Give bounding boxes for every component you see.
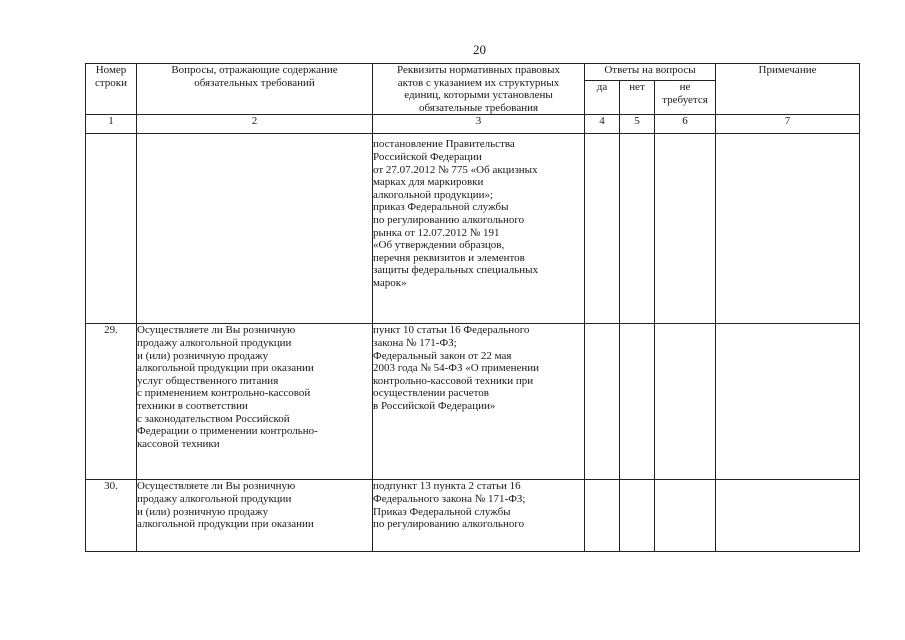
answer-yes-cell[interactable]	[585, 134, 620, 324]
header-not-required	[655, 81, 716, 115]
page-number: 20	[473, 42, 486, 57]
header-row-number	[86, 64, 137, 115]
text-line: с применением контрольно-кассовой	[137, 387, 311, 400]
text-line: марках для маркировки	[373, 176, 484, 189]
requirements-table	[85, 63, 860, 552]
text-line: рынка от 12.07.2012 № 191	[373, 226, 500, 239]
header-questions	[137, 64, 373, 115]
header-references	[373, 64, 585, 115]
note-cell[interactable]	[716, 324, 860, 480]
text-line: техники в соответствии	[137, 399, 248, 412]
text-line: контрольно-кассовой техники при	[373, 374, 534, 387]
text-line: актов с указанием их структурных	[397, 76, 560, 89]
text-line: единиц, которыми установлены	[404, 89, 553, 102]
column-number: 5	[620, 115, 655, 134]
answer-yes-cell[interactable]	[585, 324, 620, 480]
text-line: и (или) розничную продажу	[137, 349, 269, 362]
text-line: Приказ Федеральной службы	[373, 505, 511, 518]
text-line: услуг общественного питания	[137, 374, 279, 387]
answer-not-required-cell[interactable]	[655, 480, 716, 552]
row-question	[137, 134, 373, 324]
row-number	[86, 134, 137, 324]
text-line: по регулированию алкогольного	[373, 213, 525, 226]
header-no: нет	[620, 81, 655, 115]
text-line: перечня реквизитов и элементов	[373, 251, 525, 264]
text-line: «Об утверждении образцов,	[373, 239, 505, 252]
answer-no-cell[interactable]	[620, 324, 655, 480]
answer-no-cell[interactable]	[620, 134, 655, 324]
text-line: Реквизиты нормативных правовых	[396, 64, 561, 76]
answer-no-cell[interactable]	[620, 480, 655, 552]
text-line: строки	[94, 76, 128, 89]
answer-not-required-cell[interactable]	[655, 134, 716, 324]
row-number: 30.	[86, 480, 137, 552]
text-line: от 27.07.2012 № 775 «Об акцизных	[373, 163, 538, 176]
row-question	[137, 324, 373, 480]
text-line: Федеральный закон от 22 мая	[373, 349, 512, 362]
text-line: обязательных требований	[194, 76, 315, 89]
table-row	[86, 324, 860, 480]
text-line: закона № 171-ФЗ;	[373, 336, 457, 349]
text-line: и (или) розничную продажу	[137, 505, 269, 518]
text-line: Осуществляете ли Вы розничную	[137, 480, 296, 493]
text-line: с законодательством Российской	[137, 412, 290, 425]
column-number: 7	[716, 115, 860, 134]
column-number: 3	[373, 115, 585, 134]
row-number: 29.	[86, 324, 137, 480]
table-row	[86, 480, 860, 552]
column-number: 1	[86, 115, 137, 134]
row-references	[373, 134, 585, 324]
text-line: продажу алкогольной продукции	[137, 492, 292, 505]
text-line: защиты федеральных специальных	[373, 264, 539, 277]
text-line: алкогольной продукции»;	[373, 188, 494, 201]
text-line: Вопросы, отражающие содержание	[171, 64, 338, 76]
column-number: 2	[137, 115, 373, 134]
note-cell[interactable]	[716, 134, 860, 324]
text-line: кассовой техники	[137, 437, 220, 450]
row-references	[373, 324, 585, 480]
note-cell[interactable]	[716, 480, 860, 552]
text-line: не	[679, 81, 691, 94]
text-line: приказ Федеральной службы	[373, 201, 509, 214]
answer-yes-cell[interactable]	[585, 480, 620, 552]
text-line: Номер	[95, 64, 127, 76]
text-line: требуется	[662, 94, 708, 107]
row-references	[373, 480, 585, 552]
row-question	[137, 480, 373, 552]
text-line: подпункт 13 пункта 2 статьи 16	[373, 480, 521, 493]
table-row	[86, 134, 860, 324]
column-number: 6	[655, 115, 716, 134]
text-line: осуществлении расчетов	[373, 387, 489, 400]
table-header-row	[86, 64, 860, 81]
text-line: алкогольной продукции при оказании	[137, 518, 314, 531]
column-numbers-row	[86, 115, 860, 134]
text-line: по регулированию алкогольного	[373, 518, 525, 531]
text-line: постановление Правительства	[373, 138, 515, 151]
header-answers: Ответы на вопросы	[585, 64, 716, 81]
text-line: Российской Федерации	[373, 150, 482, 163]
text-line: обязательные требования	[418, 101, 539, 114]
text-line: Федерального закона № 171-ФЗ;	[373, 492, 526, 505]
header-note: Примечание	[716, 64, 860, 115]
text-line: марок»	[373, 276, 407, 289]
text-line: пункт 10 статьи 16 Федерального	[373, 324, 530, 337]
column-number: 4	[585, 115, 620, 134]
text-line: 2003 года № 54-ФЗ «О применении	[373, 362, 539, 375]
text-line: Федерации о применении контрольно-	[137, 425, 318, 438]
text-line: Осуществляете ли Вы розничную	[137, 324, 296, 337]
answer-not-required-cell[interactable]	[655, 324, 716, 480]
text-line: алкогольной продукции при оказании	[137, 362, 314, 375]
text-line: в Российской Федерации»	[373, 399, 496, 412]
header-yes: да	[585, 81, 620, 115]
text-line: продажу алкогольной продукции	[137, 336, 292, 349]
